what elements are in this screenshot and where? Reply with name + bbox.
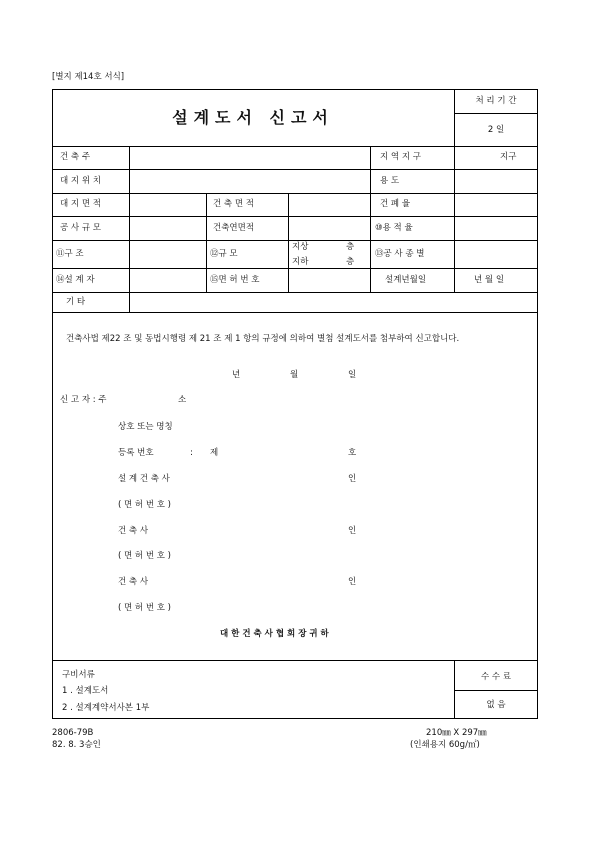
reporter-address-label: 신 고 자 : 주: [60, 395, 107, 405]
trade-name-label: 상호 또는 명칭: [118, 422, 173, 432]
reg-no-prefix: 제: [210, 448, 219, 458]
site-location-field[interactable]: [130, 170, 370, 193]
site-area-label: 대 지 면 적: [60, 199, 101, 209]
scale-label: 공 사 규 모: [60, 223, 101, 233]
building-area-field[interactable]: [289, 194, 370, 216]
design-date-value: 년 월 일: [474, 275, 505, 285]
form-title: 설계도서 신고서: [172, 108, 334, 127]
reporter-address-suffix: 소: [178, 395, 187, 405]
total-floor-area-label: 건축연면적: [213, 223, 255, 233]
date-day: 일: [348, 370, 357, 380]
region-suffix: 지구: [500, 152, 517, 162]
declaration-text: 건축사법 제22 조 및 동법시행령 제 21 조 제 1 항의 규정에 의하여 별첨 설계도서를 첨부하여 신고합니다.: [66, 334, 460, 344]
seal-mark-3: 인: [348, 577, 357, 587]
above-ground-label: 지상: [292, 242, 309, 252]
building-area-label: 건 축 면 적: [213, 199, 254, 209]
design-architect-label: 설 계 건 축 사: [118, 474, 170, 484]
form-number-label: [별지 제14호 서식]: [52, 72, 125, 82]
date-year: 년: [232, 370, 241, 380]
license-no-3: ( 면 허 번 호 ): [118, 603, 171, 613]
approval-date: 82. 8. 3승인: [52, 740, 101, 750]
reg-no-colon: :: [190, 448, 193, 458]
fee-value: 없 음: [486, 700, 506, 710]
design-date-label: 설계년월일: [385, 275, 427, 285]
site-location-label: 대 지 위 치: [60, 176, 101, 186]
attachments-heading: 구비서류: [62, 670, 95, 680]
attachment-item: 2 . 설계계약서사본 1부: [62, 703, 150, 713]
addressee: 대 한 건 축 사 협 회 장 귀 하: [220, 629, 329, 639]
work-type-field[interactable]: [455, 241, 537, 268]
seal-mark-1: 인: [348, 474, 357, 484]
architect-2-label: 건 축 사: [118, 526, 149, 536]
far-label: ⑩용 적 율: [375, 223, 413, 233]
architect-3-label: 건 축 사: [118, 577, 149, 587]
license-no-2: ( 면 허 번 호 ): [118, 551, 171, 561]
floor-unit-below: 층: [346, 257, 355, 267]
license-field[interactable]: [289, 269, 370, 292]
processing-period-label: 처 리 기 간: [475, 96, 517, 106]
coverage-label: 건 폐 율: [380, 199, 411, 209]
floor-unit-above: 층: [346, 242, 355, 252]
designer-field[interactable]: [130, 269, 206, 292]
seal-mark-2: 인: [348, 526, 357, 536]
total-floor-area-field[interactable]: [289, 217, 370, 240]
size-label: ⑫규 모: [210, 249, 238, 259]
reg-no-label: 등록 번호: [118, 448, 154, 458]
paper-weight: (인쇄용지 60g/㎡): [410, 740, 480, 750]
attachment-item: 1 . 설계도서: [62, 686, 109, 696]
designer-label: ⑭설 계 자: [56, 275, 95, 285]
structure-label: ⑪구 조: [56, 249, 84, 259]
other-field[interactable]: [130, 293, 537, 312]
use-field[interactable]: [455, 170, 537, 193]
processing-period-value: 2 일: [487, 125, 505, 135]
site-area-field[interactable]: [130, 194, 206, 216]
coverage-field[interactable]: [455, 194, 537, 216]
work-type-label: ⑬공 사 종 별: [375, 249, 425, 259]
use-label: 용 도: [380, 176, 400, 186]
owner-label: 건 축 주: [60, 152, 91, 162]
form-code: 2806-79B: [52, 728, 94, 738]
date-month: 월: [290, 370, 299, 380]
license-label: ⑮면 허 번 호: [210, 275, 260, 285]
below-ground-label: 지하: [292, 257, 309, 267]
region-label: 지 역 지 구: [380, 152, 421, 162]
other-label: 기 타: [66, 297, 86, 307]
license-no-1: ( 면 허 번 호 ): [118, 500, 171, 510]
scale-field[interactable]: [130, 217, 206, 240]
far-field[interactable]: [455, 217, 537, 240]
structure-field[interactable]: [130, 241, 206, 268]
fee-label: 수 수 료: [480, 672, 512, 682]
reg-no-suffix: 호: [348, 448, 357, 458]
paper-size: 210㎜ X 297㎜: [426, 728, 487, 738]
owner-field[interactable]: [130, 147, 370, 169]
